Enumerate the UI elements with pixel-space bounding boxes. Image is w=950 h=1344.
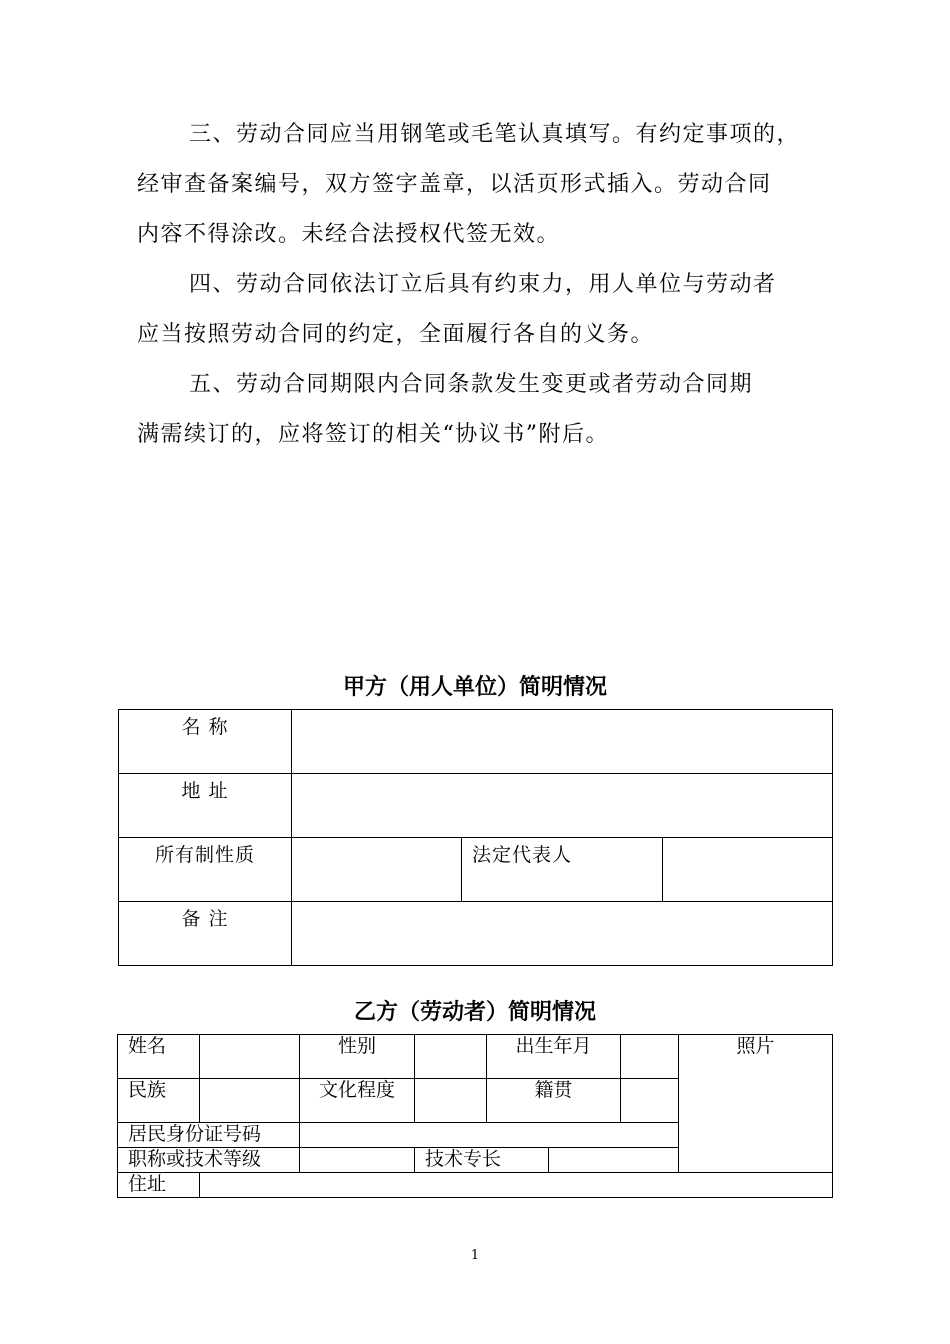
remarks-label: 备 注 (119, 902, 292, 966)
gender-label: 性别 (300, 1035, 415, 1079)
ownership-label: 所有制性质 (119, 838, 292, 902)
worker-name-field[interactable] (200, 1035, 300, 1079)
id-number-label: 居民身份证号码 (118, 1123, 300, 1148)
ownership-field[interactable] (292, 838, 462, 902)
legal-rep-field[interactable] (663, 838, 833, 902)
ethnicity-label: 民族 (118, 1079, 200, 1123)
id-number-field[interactable] (300, 1123, 679, 1148)
remarks-field[interactable] (292, 902, 833, 966)
party-a-title: 甲方（用人单位）简明情况 (342, 675, 607, 700)
party-b-table (117, 1034, 833, 1198)
specialty-field[interactable] (549, 1148, 679, 1173)
photo-label: 照片 (736, 1035, 775, 1057)
clause-three (137, 110, 837, 260)
legal-rep-label: 法定代表人 (462, 838, 663, 902)
birth-field[interactable] (621, 1035, 679, 1079)
clause-five-line-2: 满需续订的，应将签订的相关“协议书”附后。 (137, 422, 609, 447)
clause-three-line-2: 经审查备案编号，双方签字盖章，以活页形式插入。劳动合同 (137, 172, 772, 197)
specialty-label: 技术专长 (415, 1148, 549, 1173)
clause-three-line-3: 内容不得涂改。未经合法授权代签无效。 (137, 222, 561, 247)
worker-address-field[interactable] (200, 1173, 833, 1198)
origin-label: 籍贯 (487, 1079, 621, 1123)
worker-address-label: 住址 (118, 1173, 200, 1198)
address-label: 地 址 (119, 774, 292, 838)
title-level-field[interactable] (300, 1148, 415, 1173)
title-level-label: 职称或技术等级 (118, 1148, 300, 1173)
origin-field[interactable] (621, 1079, 679, 1123)
worker-name-label: 姓名 (118, 1035, 200, 1079)
clause-four-line-2: 应当按照劳动合同的约定，全面履行各自的义务。 (137, 322, 655, 347)
photo-cell[interactable] (679, 1035, 833, 1173)
birth-label: 出生年月 (487, 1035, 621, 1079)
name-field[interactable] (292, 710, 833, 774)
clause-four (137, 260, 837, 360)
ethnicity-field[interactable] (200, 1079, 300, 1123)
page-number: 1 (470, 1248, 480, 1263)
name-label: 名 称 (119, 710, 292, 774)
gender-field[interactable] (415, 1035, 487, 1079)
education-label: 文化程度 (300, 1079, 415, 1123)
clause-five (137, 360, 837, 460)
clause-four-line-1: 四、劳动合同依法订立后具有约束力，用人单位与劳动者 (189, 272, 777, 297)
clause-three-line-1: 三、劳动合同应当用钢笔或毛笔认真填写。有约定事项的， (189, 122, 801, 147)
party-b-title: 乙方（劳动者）简明情况 (353, 1000, 596, 1025)
address-field[interactable] (292, 774, 833, 838)
party-a-table (118, 709, 833, 966)
education-field[interactable] (415, 1079, 487, 1123)
clause-five-line-1: 五、劳动合同期限内合同条款发生变更或者劳动合同期 (189, 372, 754, 397)
